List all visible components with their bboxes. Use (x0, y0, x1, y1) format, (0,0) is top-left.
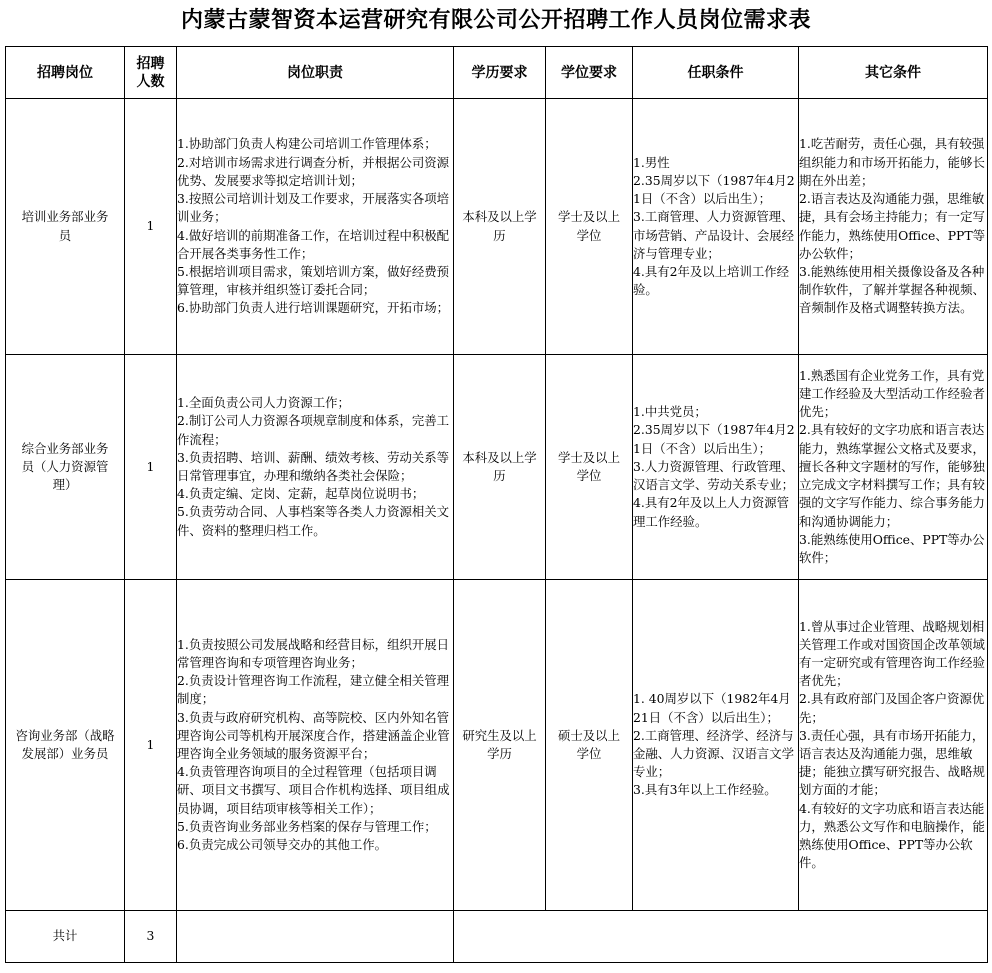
header-other: 其它条件 (799, 47, 988, 99)
other-cell (799, 580, 988, 911)
duty-item: 6.负责完成公司领导交办的其他工作。 (177, 837, 388, 853)
degree-cell: 学士及以上学位 (546, 355, 633, 580)
other-item: 4.有较好的文字功底和语言表达能力，熟悉公文写作和电脑操作，能熟练使用Office、PPT等办公软件。 (799, 800, 985, 871)
education-cell: 本科及以上学历 (454, 355, 546, 580)
other-item: 1.吃苦耐劳，责任心强，具有较强组织能力和市场开拓能力，能够长期在外出差； (799, 136, 985, 188)
header-count-line2: 人数 (136, 73, 165, 90)
page-title: 内蒙古蒙智资本运营研究有限公司公开招聘工作人员岗位需求表 (180, 8, 811, 33)
duty-item: 2.负责设计管理咨询工作流程，建立健全相关管理制度； (177, 673, 450, 707)
qualification-item: 3.工商管理、人力资源管理、市场营销、产品设计、会展经济与管理专业； (633, 209, 795, 261)
duty-item: 3.负责与政府研究机构、高等院校、区内外知名管理咨询公司等机构开展深度合作，搭建涵盖企业管理咨询全业务领域的服务资源平台； (177, 709, 450, 761)
position-cell: 综合业务部业务员（人力资源管理） (6, 355, 125, 580)
header-degree: 学位要求 (546, 47, 633, 99)
header-qualifications: 任职条件 (633, 47, 799, 99)
qualification-item: 4.具有2年及以上人力资源管理工作经验。 (633, 495, 790, 529)
qualification-item: 2.35周岁以下（1987年4月21日（不含）以后出生）； (633, 422, 795, 456)
qualification-item: 3.具有3年以上工作经验。 (633, 782, 777, 798)
other-item: 1.熟悉国有企业党务工作，具有党建工作经验及大型活动工作经验者优先； (799, 367, 985, 420)
qualifications-cell (633, 580, 799, 911)
duties-cell (177, 580, 454, 911)
qualification-item: 1. 40周岁以下（1982年4月21日（不含）以后出生）； (633, 691, 791, 725)
duty-item: 4.负责定编、定岗、定薪，起草岗位说明书； (177, 486, 425, 502)
total-empty-cell (454, 911, 988, 963)
duty-item: 1.协助部门负责人构建公司培训工作管理体系； (177, 136, 437, 152)
education-cell: 本科及以上学历 (454, 99, 546, 355)
duties-cell (177, 99, 454, 355)
table-row (6, 99, 988, 355)
qualifications-cell (633, 99, 799, 355)
qualification-item: 2.工商管理、经济学、经济与金融、人力资源、汉语言文学专业； (633, 727, 795, 780)
other-item: 3.能熟练使用相关摄像设备及各种制作软件，了解并掌握各种视频、音频制作及格式调整转换方法。 (799, 263, 985, 316)
header-duties: 岗位职责 (177, 47, 454, 99)
duty-item: 4.负责管理咨询项目的全过程管理（包括项目调研、项目文书撰写、项目合作机构选择、项目组成员协调，项目结项审核等相关工作）； (177, 764, 450, 816)
degree-cell: 硕士及以上学位 (546, 580, 633, 911)
other-item: 3.能熟练使用Office、PPT等办公软件； (799, 531, 985, 565)
header-count (125, 47, 177, 99)
total-count: 3 (125, 911, 177, 963)
duties-cell (177, 355, 454, 580)
count-cell: 1 (125, 580, 177, 911)
count-cell: 1 (125, 355, 177, 580)
qualification-item: 3.人力资源管理、行政管理、汉语言文学、劳动关系专业； (633, 458, 795, 493)
duty-item: 6.协助部门负责人进行培训课题研究，开拓市场； (177, 300, 450, 316)
duty-item: 2.对培训市场需求进行调查分析，并根据公司资源优势、发展要求等拟定培训计划； (177, 154, 450, 188)
qualification-item: 2.35周岁以下（1987年4月21日（不含）以后出生）； (633, 172, 795, 207)
total-row (6, 911, 988, 963)
duty-item: 5.负责劳动合同、人事档案等各类人力资源相关文件、资料的整理归档工作。 (177, 504, 450, 538)
other-cell (799, 355, 988, 580)
header-education: 学历要求 (454, 47, 546, 99)
qualification-item: 1.中共党员； (633, 404, 707, 420)
recruitment-table (5, 46, 988, 963)
duty-item: 2.制订公司人力资源各项规章制度和体系，完善工作流程； (177, 413, 450, 447)
duty-item: 3.负责招聘、培训、薪酬、绩效考核、劳动关系等日常管理事宜，办理和缴纳各类社会保险； (177, 449, 450, 483)
education-cell: 研究生及以上学历 (454, 580, 546, 911)
other-item: 2.具有政府部门及国企客户资源优先； (799, 691, 985, 725)
position-cell: 咨询业务部（战略发展部）业务员 (6, 580, 125, 911)
header-count-line1: 招聘 (136, 55, 165, 72)
duty-item: 1.负责按照公司发展战略和经营目标，组织开展日常管理咨询和专项管理咨询业务； (177, 636, 450, 670)
duty-item: 5.根据培训项目需求，策划培训方案，做好经费预算管理，审核并组织签订委托合同； (177, 263, 450, 298)
header-row (6, 47, 988, 99)
duty-item: 4.做好培训的前期准备工作，在培训过程中积极配合开展各类事务性工作； (177, 227, 450, 261)
other-cell (799, 99, 988, 355)
other-item: 1.曾从事过企业管理、战略规划相关管理工作或对国资国企改革领域有一定研究或有管理咨询工作经验者优先； (799, 618, 985, 689)
other-item: 3.责任心强，具有市场开拓能力，语言表达及沟通能力强，思维敏捷；能独立撰写研究报告、战略规划方面的才能； (799, 727, 985, 798)
qualification-item: 4.具有2年及以上培训工作经验。 (633, 263, 790, 298)
table-row (6, 355, 988, 580)
qualification-item: 1.男性 (633, 154, 670, 170)
degree-cell: 学士及以上学位 (546, 99, 633, 355)
header-position: 招聘岗位 (6, 47, 125, 99)
qualifications-cell (633, 355, 799, 580)
total-label: 共计 (6, 911, 125, 963)
total-empty-cell (177, 911, 454, 963)
duty-item: 1.全面负责公司人力资源工作； (177, 395, 350, 411)
other-item: 2.语言表达及沟通能力强，思维敏捷，具有会场主持能力；有一定写作能力，熟练使用Office、PPT等办公软件； (799, 191, 986, 261)
duty-item: 5.负责咨询业务部业务档案的保存与管理工作； (177, 818, 437, 834)
other-item: 2.具有较好的文字功底和语言表达能力，熟练掌握公文格式及要求，擅长各种文字题材的写作，能够独立完成文字材料撰写工作；具有较强的文字写作能力、综合事务能力和沟通协调能力； (799, 422, 985, 529)
position-cell: 培训业务部业务员 (6, 99, 125, 355)
count-cell: 1 (125, 99, 177, 355)
table-row (6, 580, 988, 911)
duty-item: 3.按照公司培训计划及工作要求，开展落实各项培训业务； (177, 191, 450, 225)
